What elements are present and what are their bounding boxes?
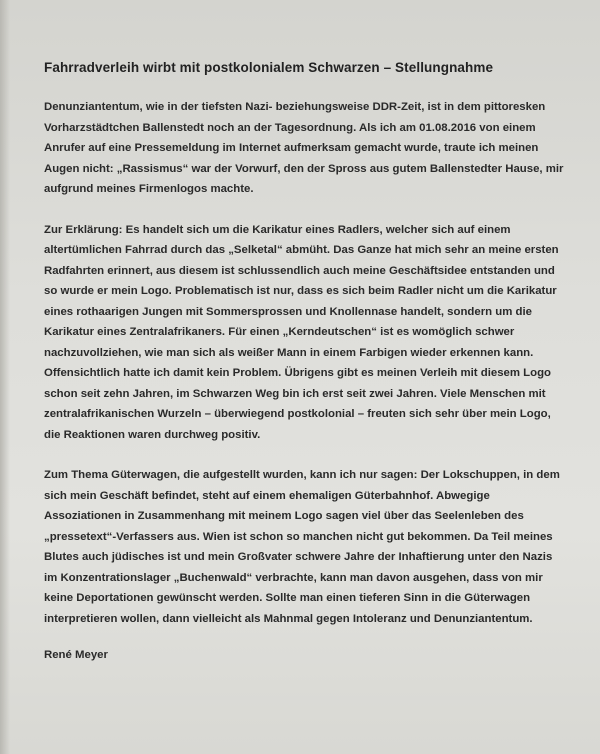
document-page <box>44 60 564 661</box>
document-title: Fahrradverleih wirbt mit postkolonialem Schwarzen – Stellungnahme <box>44 60 494 75</box>
paragraph-explanation: Zur Erklärung: Es handelt sich um die Karikatur eines Radlers, welcher sich auf einem altertümlichen Fahrrad durch das „Selketal“ abmüht. Das Ganze hat mich sehr an meine ersten Radfahrten erinnert, aus diesem ist schlussendlich auch meine Geschäftsidee entstanden und so wurde er mein Logo. Problematisch ist nur, dass es sich beim Radler nicht um die Karikatur eines rothaarigen Jungen mit Sommersprossen und Knollennase handelt, sondern um die Karikatur eines Zentralafrikaners. Für einen „Kerndeutschen“ ist es womöglich schwer nachzuvollziehen, wie man sich als weißer Mann in einem Farbigen wieder erkennen kann. Offensichtlich hatte ich damit kein Problem. Übrigens gibt es meinen Verleih mit diesem Logo schon seit zehn Jahren, im Schwarzen Weg bin ich erst seit zwei Jahren. Viele Menschen mit zentralafrikanischen Wurzeln – überwiegend postkolonial – freuten sich sehr über mein Logo, die Reaktionen waren durchweg positiv. <box>44 223 559 441</box>
author-signature: René Meyer <box>44 649 108 661</box>
screen-edge-shadow <box>0 0 10 754</box>
paragraph-intro: Denunziantentum, wie in der tiefsten Nazi- beziehungsweise DDR-Zeit, ist in dem pittoresken Vorharzstädtchen Ballenstedt noch an der Tagesordnung. Als ich am 01.08.2016 von einem Anrufer auf eine Pressemeldung im Internet aufmerksam gemacht wurde, traute ich meinen Augen nicht: „Rassismus“ war der Vorwurf, den der Spross aus gutem Ballenstedter Hause, mir aufgrund meines Firmenlogos machte. <box>44 101 564 195</box>
paragraph-freight-wagons: Zum Thema Güterwagen, die aufgestellt wurden, kann ich nur sagen: Der Lokschuppen, in dem sich mein Geschäft befindet, steht auf einem ehemaligen Güterbahnhof. Abwegige Assoziationen in Zusammenhang mit meinem Logo sagen viel über das Seelenleben des „pressetext“-Verfassers aus. Wien ist schon so manchen nicht gut bekommen. Da Teil meines Blutes auch jüdisches ist und mein Großvater schwere Jahre der Inhaftierung unter den Nazis im Konzentrationslager „Buchenwald“ verbrachte, kann man davon ausgehen, dass von mir keine Deportationen gewünscht werden. Sollte man einen tieferen Sinn in die Güterwagen interpretieren wollen, dann vielleicht als Mahnmal gegen Intoleranz und Denunziantentum. <box>44 469 560 625</box>
